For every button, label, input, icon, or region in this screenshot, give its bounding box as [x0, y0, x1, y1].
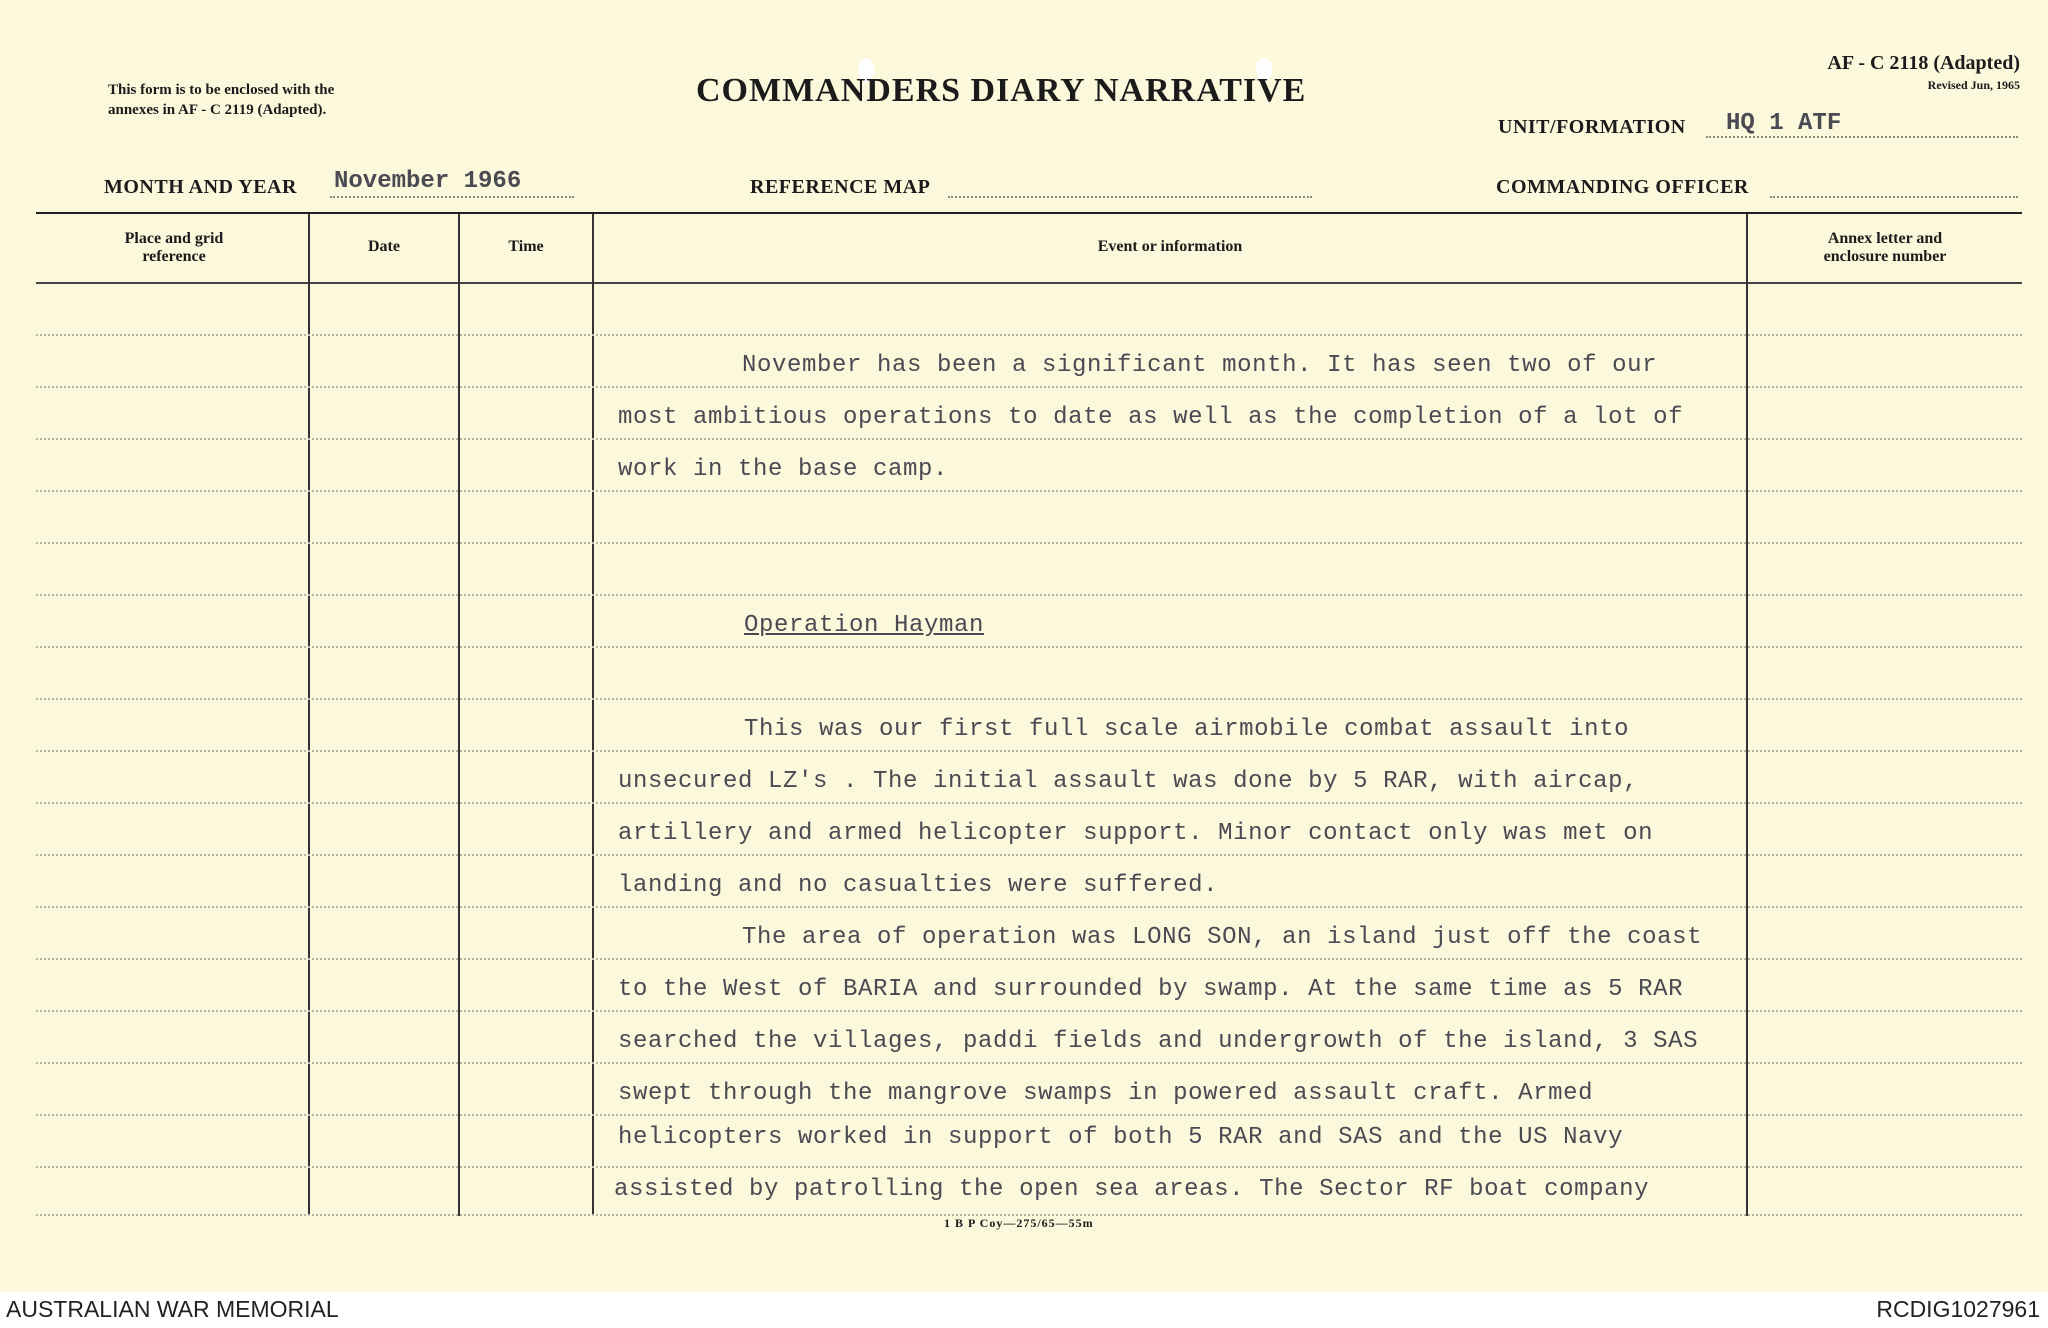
col-header-place-line1: Place and grid — [124, 230, 224, 247]
ruled-line — [36, 1010, 2022, 1012]
print-code: 1 B P Coy—275/65—55m — [944, 1216, 1094, 1230]
column-divider-2 — [458, 214, 460, 1216]
ruled-line — [36, 490, 2022, 492]
col-header-annex-line1: Annex letter and — [1827, 230, 1943, 247]
table-top-rule — [36, 212, 2022, 214]
revised-date: Revised Jun, 1965 — [1927, 78, 2020, 92]
ruled-line — [36, 1114, 2022, 1116]
ruled-line — [36, 386, 2022, 388]
enclosure-note-line2: annexes in AF - C 2119 (Adapted). — [108, 102, 327, 118]
unit-label: UNIT/FORMATION — [1498, 116, 1686, 138]
narrative-line: This was our first full scale airmobile combat assault into — [744, 716, 1630, 743]
col-header-place-line2: reference — [142, 248, 206, 265]
map-label: REFERENCE MAP — [750, 176, 931, 198]
enclosure-note-line1: This form is to be enclosed with the — [108, 82, 335, 98]
ruled-line — [36, 1062, 2022, 1064]
form-number: AF - C 2118 (Adapted) — [1827, 52, 2020, 74]
col-header-event: Event or information — [1097, 238, 1243, 255]
narrative-line: November has been a significant month. It has seen two of our — [742, 352, 1658, 379]
narrative-line: work in the base camp. — [618, 456, 949, 483]
ruled-line — [36, 906, 2022, 908]
co-dotted-line — [1770, 196, 2018, 198]
ruled-line — [36, 438, 2022, 440]
ruled-line — [36, 854, 2022, 856]
unit-value: HQ 1 ATF — [1726, 110, 1842, 137]
ruled-line — [36, 802, 2022, 804]
narrative-line: to the West of BARIA and surrounded by swamp. At the same time as 5 RAR — [618, 976, 1684, 1003]
col-header-date: Date — [368, 238, 400, 255]
month-dotted-line — [330, 196, 574, 198]
map-dotted-line — [948, 196, 1312, 198]
col-header-annex — [1748, 230, 2022, 266]
narrative-line: assisted by patrolling the open sea areas. The Sector RF boat company — [614, 1176, 1650, 1203]
ruled-line — [36, 698, 2022, 700]
col-header-time: Time — [508, 238, 544, 255]
ruled-line — [36, 334, 2022, 336]
col-header-place — [40, 230, 308, 266]
column-divider-1 — [308, 214, 310, 1216]
section-heading: Operation Hayman — [744, 612, 985, 639]
col-header-annex-line2: enclosure number — [1823, 248, 1947, 265]
column-divider-4 — [1746, 214, 1748, 1216]
archive-footer-right: RCDIG1027961 — [1876, 1296, 2040, 1322]
ruled-line — [36, 594, 2022, 596]
month-label: MONTH AND YEAR — [104, 176, 297, 198]
co-label: COMMANDING OFFICER — [1496, 176, 1749, 198]
ruled-line — [36, 1166, 2022, 1168]
column-divider-3 — [592, 214, 594, 1216]
column-header-rule — [36, 282, 2022, 284]
enclosure-note — [108, 80, 334, 120]
page-title: COMMANDERS DIARY NARRATIVE — [696, 72, 1307, 109]
narrative-line: unsecured LZ's . The initial assault was done by 5 RAR, with aircap, — [618, 768, 1639, 795]
narrative-line: artillery and armed helicopter support. Minor contact only was met on — [618, 820, 1654, 847]
narrative-line: searched the villages, paddi fields and undergrowth of the island, 3 SAS — [618, 1028, 1699, 1055]
month-value: November 1966 — [334, 168, 522, 195]
narrative-line: swept through the mangrove swamps in powered assault craft. Armed — [618, 1080, 1594, 1107]
narrative-line: most ambitious operations to date as well as the completion of a lot of — [618, 404, 1684, 431]
narrative-line: The area of operation was LONG SON, an island just off the coast — [742, 924, 1703, 951]
unit-dotted-line — [1706, 136, 2018, 138]
ruled-line — [36, 646, 2022, 648]
ruled-line — [36, 750, 2022, 752]
archive-footer-left: AUSTRALIAN WAR MEMORIAL — [6, 1296, 339, 1322]
narrative-line: landing and no casualties were suffered. — [618, 872, 1219, 899]
ruled-line — [36, 958, 2022, 960]
ruled-line — [36, 542, 2022, 544]
narrative-line: helicopters worked in support of both 5 RAR and SAS and the US Navy — [618, 1124, 1624, 1151]
